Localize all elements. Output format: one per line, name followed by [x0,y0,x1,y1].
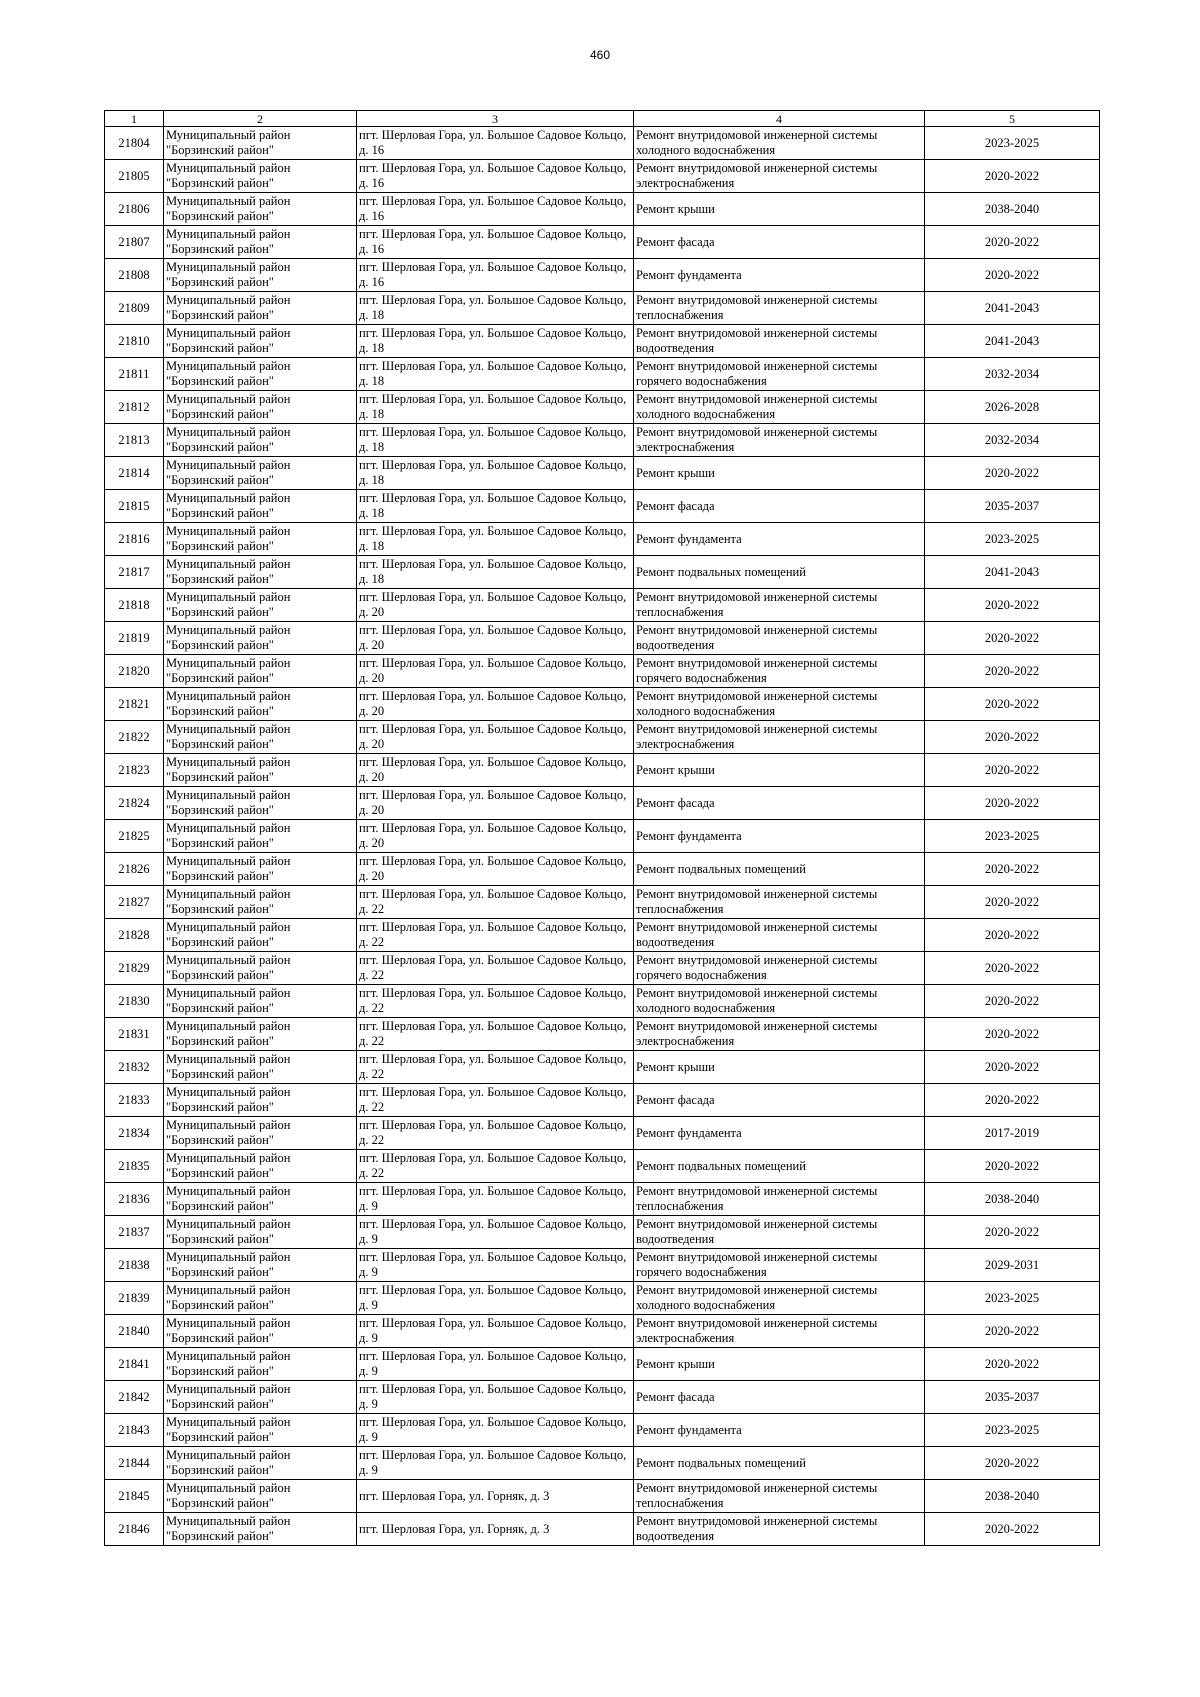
district-cell: Муниципальный район "Борзинский район" [164,1315,357,1348]
period-cell: 2041-2043 [925,556,1100,589]
row-number-cell: 21843 [105,1414,164,1447]
table-row [105,886,1100,919]
work-type-cell: Ремонт крыши [634,1348,925,1381]
district-cell: Муниципальный район "Борзинский район" [164,952,357,985]
row-number-cell: 21829 [105,952,164,985]
work-type-cell: Ремонт фасада [634,1381,925,1414]
address-cell: пгт. Шерловая Гора, ул. Большое Садовое Кольцо, д. 22 [357,1117,634,1150]
period-cell: 2026-2028 [925,391,1100,424]
work-type-cell: Ремонт подвальных помещений [634,853,925,886]
row-number-cell: 21846 [105,1513,164,1546]
period-cell: 2023-2025 [925,1282,1100,1315]
address-cell: пгт. Шерловая Гора, ул. Большое Садовое Кольцо, д. 20 [357,589,634,622]
row-number-cell: 21818 [105,589,164,622]
row-number-cell: 21808 [105,259,164,292]
district-cell: Муниципальный район "Борзинский район" [164,292,357,325]
work-type-cell: Ремонт фасада [634,787,925,820]
district-cell: Муниципальный район "Борзинский район" [164,754,357,787]
page-number: 460 [589,48,611,62]
table-row [105,919,1100,952]
table-row [105,457,1100,490]
district-cell: Муниципальный район "Борзинский район" [164,622,357,655]
period-cell: 2035-2037 [925,490,1100,523]
district-cell: Муниципальный район "Борзинский район" [164,985,357,1018]
district-cell: Муниципальный район "Борзинский район" [164,226,357,259]
district-cell: Муниципальный район "Борзинский район" [164,1051,357,1084]
period-cell: 2032-2034 [925,424,1100,457]
row-number-cell: 21805 [105,160,164,193]
work-type-cell: Ремонт внутридомовой инженерной системы электроснабжения [634,424,925,457]
work-type-cell: Ремонт крыши [634,1051,925,1084]
period-cell: 2020-2022 [925,1084,1100,1117]
row-number-cell: 21821 [105,688,164,721]
address-cell: пгт. Шерловая Гора, ул. Большое Садовое Кольцо, д. 18 [357,424,634,457]
table-row [105,853,1100,886]
period-cell: 2023-2025 [925,820,1100,853]
row-number-cell: 21841 [105,1348,164,1381]
address-cell: пгт. Шерловая Гора, ул. Большое Садовое Кольцо, д. 20 [357,820,634,853]
address-cell: пгт. Шерловая Гора, ул. Большое Садовое Кольцо, д. 16 [357,127,634,160]
work-type-cell: Ремонт фундамента [634,820,925,853]
work-type-cell: Ремонт крыши [634,754,925,787]
address-cell: пгт. Шерловая Гора, ул. Большое Садовое Кольцо, д. 22 [357,886,634,919]
period-cell: 2017-2019 [925,1117,1100,1150]
row-number-cell: 21834 [105,1117,164,1150]
table-row [105,655,1100,688]
address-cell: пгт. Шерловая Гора, ул. Большое Садовое Кольцо, д. 9 [357,1315,634,1348]
address-cell: пгт. Шерловая Гора, ул. Большое Садовое Кольцо, д. 20 [357,754,634,787]
period-cell: 2038-2040 [925,193,1100,226]
work-type-cell: Ремонт фасада [634,1084,925,1117]
table-row [105,688,1100,721]
row-number-cell: 21824 [105,787,164,820]
row-number-cell: 21826 [105,853,164,886]
address-cell: пгт. Шерловая Гора, ул. Большое Садовое Кольцо, д. 18 [357,358,634,391]
row-number-cell: 21806 [105,193,164,226]
period-cell: 2020-2022 [925,589,1100,622]
row-number-cell: 21820 [105,655,164,688]
period-cell: 2020-2022 [925,1216,1100,1249]
row-number-cell: 21822 [105,721,164,754]
period-cell: 2020-2022 [925,160,1100,193]
table-row [105,787,1100,820]
period-cell: 2020-2022 [925,1150,1100,1183]
address-cell: пгт. Шерловая Гора, ул. Большое Садовое Кольцо, д. 9 [357,1249,634,1282]
work-type-cell: Ремонт внутридомовой инженерной системы холодного водоснабжения [634,985,925,1018]
district-cell: Муниципальный район "Борзинский район" [164,655,357,688]
work-type-cell: Ремонт подвальных помещений [634,1447,925,1480]
address-cell: пгт. Шерловая Гора, ул. Большое Садовое Кольцо, д. 9 [357,1282,634,1315]
work-type-cell: Ремонт внутридомовой инженерной системы водоотведения [634,1513,925,1546]
district-cell: Муниципальный район "Борзинский район" [164,1117,357,1150]
period-cell: 2020-2022 [925,226,1100,259]
district-cell: Муниципальный район "Борзинский район" [164,556,357,589]
work-type-cell: Ремонт внутридомовой инженерной системы водоотведения [634,1216,925,1249]
period-cell: 2029-2031 [925,1249,1100,1282]
district-cell: Муниципальный район "Борзинский район" [164,688,357,721]
table-row [105,754,1100,787]
table-row [105,226,1100,259]
work-type-cell: Ремонт подвальных помещений [634,1150,925,1183]
row-number-cell: 21833 [105,1084,164,1117]
row-number-cell: 21831 [105,1018,164,1051]
table-row [105,292,1100,325]
period-cell: 2038-2040 [925,1183,1100,1216]
period-cell: 2035-2037 [925,1381,1100,1414]
header-cell-2: 2 [164,111,357,127]
address-cell: пгт. Шерловая Гора, ул. Большое Садовое Кольцо, д. 20 [357,655,634,688]
period-cell: 2020-2022 [925,1348,1100,1381]
table-row [105,1084,1100,1117]
address-cell: пгт. Шерловая Гора, ул. Большое Садовое Кольцо, д. 9 [357,1183,634,1216]
address-cell: пгт. Шерловая Гора, ул. Большое Садовое Кольцо, д. 20 [357,622,634,655]
work-type-cell: Ремонт фасада [634,226,925,259]
district-cell: Муниципальный район "Борзинский район" [164,1216,357,1249]
row-number-cell: 21840 [105,1315,164,1348]
address-cell: пгт. Шерловая Гора, ул. Большое Садовое Кольцо, д. 20 [357,787,634,820]
work-type-cell: Ремонт внутридомовой инженерной системы горячего водоснабжения [634,1249,925,1282]
district-cell: Муниципальный район "Борзинский район" [164,490,357,523]
address-cell: пгт. Шерловая Гора, ул. Большое Садовое Кольцо, д. 18 [357,292,634,325]
work-type-cell: Ремонт фасада [634,490,925,523]
address-cell: пгт. Шерловая Гора, ул. Горняк, д. 3 [357,1513,634,1546]
work-type-cell: Ремонт внутридомовой инженерной системы горячего водоснабжения [634,358,925,391]
row-number-cell: 21838 [105,1249,164,1282]
work-type-cell: Ремонт внутридомовой инженерной системы теплоснабжения [634,1183,925,1216]
row-number-cell: 21804 [105,127,164,160]
header-cell-1: 1 [105,111,164,127]
address-cell: пгт. Шерловая Гора, ул. Большое Садовое Кольцо, д. 9 [357,1447,634,1480]
work-type-cell: Ремонт внутридомовой инженерной системы водоотведения [634,919,925,952]
row-number-cell: 21837 [105,1216,164,1249]
work-type-cell: Ремонт внутридомовой инженерной системы теплоснабжения [634,1480,925,1513]
district-cell: Муниципальный район "Борзинский район" [164,1282,357,1315]
work-type-cell: Ремонт крыши [634,457,925,490]
table-row [105,391,1100,424]
row-number-cell: 21810 [105,325,164,358]
district-cell: Муниципальный район "Борзинский район" [164,886,357,919]
address-cell: пгт. Шерловая Гора, ул. Большое Садовое Кольцо, д. 18 [357,523,634,556]
table-row [105,556,1100,589]
work-type-cell: Ремонт внутридомовой инженерной системы электроснабжения [634,160,925,193]
address-cell: пгт. Шерловая Гора, ул. Горняк, д. 3 [357,1480,634,1513]
district-cell: Муниципальный район "Борзинский район" [164,1018,357,1051]
row-number-cell: 21816 [105,523,164,556]
period-cell: 2020-2022 [925,622,1100,655]
address-cell: пгт. Шерловая Гора, ул. Большое Садовое Кольцо, д. 22 [357,1150,634,1183]
row-number-cell: 21827 [105,886,164,919]
work-type-cell: Ремонт крыши [634,193,925,226]
repair-schedule-table [104,110,1100,1546]
address-cell: пгт. Шерловая Гора, ул. Большое Садовое Кольцо, д. 16 [357,259,634,292]
district-cell: Муниципальный район "Борзинский район" [164,424,357,457]
period-cell: 2020-2022 [925,1018,1100,1051]
district-cell: Муниципальный район "Борзинский район" [164,820,357,853]
row-number-cell: 21825 [105,820,164,853]
table-row [105,490,1100,523]
row-number-cell: 21811 [105,358,164,391]
period-cell: 2020-2022 [925,721,1100,754]
work-type-cell: Ремонт фундамента [634,523,925,556]
district-cell: Муниципальный район "Борзинский район" [164,1249,357,1282]
district-cell: Муниципальный район "Борзинский район" [164,358,357,391]
row-number-cell: 21823 [105,754,164,787]
work-type-cell: Ремонт фундамента [634,259,925,292]
district-cell: Муниципальный район "Борзинский район" [164,1447,357,1480]
table-row [105,1315,1100,1348]
row-number-cell: 21839 [105,1282,164,1315]
table-row [105,424,1100,457]
period-cell: 2020-2022 [925,1051,1100,1084]
address-cell: пгт. Шерловая Гора, ул. Большое Садовое Кольцо, д. 22 [357,1051,634,1084]
address-cell: пгт. Шерловая Гора, ул. Большое Садовое Кольцо, д. 22 [357,1018,634,1051]
table-row [105,523,1100,556]
table-row [105,1216,1100,1249]
work-type-cell: Ремонт внутридомовой инженерной системы теплоснабжения [634,292,925,325]
address-cell: пгт. Шерловая Гора, ул. Большое Садовое Кольцо, д. 20 [357,853,634,886]
address-cell: пгт. Шерловая Гора, ул. Большое Садовое Кольцо, д. 22 [357,1084,634,1117]
row-number-cell: 21832 [105,1051,164,1084]
header-cell-5: 5 [925,111,1100,127]
table-row [105,1348,1100,1381]
row-number-cell: 21836 [105,1183,164,1216]
row-number-cell: 21819 [105,622,164,655]
address-cell: пгт. Шерловая Гора, ул. Большое Садовое Кольцо, д. 18 [357,325,634,358]
work-type-cell: Ремонт внутридомовой инженерной системы теплоснабжения [634,886,925,919]
table-row [105,1018,1100,1051]
work-type-cell: Ремонт внутридомовой инженерной системы электроснабжения [634,1018,925,1051]
work-type-cell: Ремонт внутридомовой инженерной системы холодного водоснабжения [634,1282,925,1315]
district-cell: Муниципальный район "Борзинский район" [164,853,357,886]
address-cell: пгт. Шерловая Гора, ул. Большое Садовое Кольцо, д. 18 [357,490,634,523]
district-cell: Муниципальный район "Борзинский район" [164,1381,357,1414]
row-number-cell: 21812 [105,391,164,424]
address-cell: пгт. Шерловая Гора, ул. Большое Садовое Кольцо, д. 9 [357,1381,634,1414]
table-row [105,1183,1100,1216]
district-cell: Муниципальный район "Борзинский район" [164,391,357,424]
district-cell: Муниципальный район "Борзинский район" [164,457,357,490]
period-cell: 2020-2022 [925,985,1100,1018]
header-row [105,111,1100,127]
district-cell: Муниципальный район "Борзинский район" [164,259,357,292]
table-row [105,1381,1100,1414]
row-number-cell: 21807 [105,226,164,259]
district-cell: Муниципальный район "Борзинский район" [164,325,357,358]
work-type-cell: Ремонт внутридомовой инженерной системы горячего водоснабжения [634,952,925,985]
table-row [105,622,1100,655]
period-cell: 2041-2043 [925,325,1100,358]
work-type-cell: Ремонт внутридомовой инженерной системы холодного водоснабжения [634,127,925,160]
table-row [105,820,1100,853]
period-cell: 2023-2025 [925,127,1100,160]
district-cell: Муниципальный район "Борзинский район" [164,919,357,952]
district-cell: Муниципальный район "Борзинский район" [164,1414,357,1447]
period-cell: 2023-2025 [925,523,1100,556]
district-cell: Муниципальный район "Борзинский район" [164,1480,357,1513]
row-number-cell: 21814 [105,457,164,490]
table-row [105,160,1100,193]
district-cell: Муниципальный район "Борзинский район" [164,523,357,556]
district-cell: Муниципальный район "Борзинский район" [164,721,357,754]
address-cell: пгт. Шерловая Гора, ул. Большое Садовое Кольцо, д. 18 [357,457,634,490]
work-type-cell: Ремонт внутридомовой инженерной системы холодного водоснабжения [634,391,925,424]
header-cell-4: 4 [634,111,925,127]
table-row [105,1051,1100,1084]
period-cell: 2020-2022 [925,919,1100,952]
period-cell: 2020-2022 [925,853,1100,886]
work-type-cell: Ремонт внутридомовой инженерной системы электроснабжения [634,721,925,754]
table-row [105,1150,1100,1183]
table-row [105,1513,1100,1546]
period-cell: 2020-2022 [925,886,1100,919]
table-row [105,127,1100,160]
period-cell: 2020-2022 [925,754,1100,787]
table-row [105,952,1100,985]
address-cell: пгт. Шерловая Гора, ул. Большое Садовое Кольцо, д. 16 [357,160,634,193]
table-row [105,1249,1100,1282]
address-cell: пгт. Шерловая Гора, ул. Большое Садовое Кольцо, д. 16 [357,193,634,226]
address-cell: пгт. Шерловая Гора, ул. Большое Садовое Кольцо, д. 22 [357,919,634,952]
table-row [105,1117,1100,1150]
district-cell: Муниципальный район "Борзинский район" [164,1183,357,1216]
address-cell: пгт. Шерловая Гора, ул. Большое Садовое Кольцо, д. 22 [357,952,634,985]
district-cell: Муниципальный район "Борзинский район" [164,1513,357,1546]
work-type-cell: Ремонт фундамента [634,1414,925,1447]
period-cell: 2038-2040 [925,1480,1100,1513]
row-number-cell: 21845 [105,1480,164,1513]
period-cell: 2020-2022 [925,952,1100,985]
address-cell: пгт. Шерловая Гора, ул. Большое Садовое Кольцо, д. 9 [357,1414,634,1447]
district-cell: Муниципальный район "Борзинский район" [164,127,357,160]
period-cell: 2020-2022 [925,1447,1100,1480]
district-cell: Муниципальный район "Борзинский район" [164,193,357,226]
address-cell: пгт. Шерловая Гора, ул. Большое Садовое Кольцо, д. 20 [357,688,634,721]
row-number-cell: 21830 [105,985,164,1018]
address-cell: пгт. Шерловая Гора, ул. Большое Садовое Кольцо, д. 16 [357,226,634,259]
address-cell: пгт. Шерловая Гора, ул. Большое Садовое Кольцо, д. 9 [357,1348,634,1381]
work-type-cell: Ремонт внутридомовой инженерной системы водоотведения [634,622,925,655]
period-cell: 2020-2022 [925,787,1100,820]
address-cell: пгт. Шерловая Гора, ул. Большое Садовое Кольцо, д. 20 [357,721,634,754]
work-type-cell: Ремонт фундамента [634,1117,925,1150]
district-cell: Муниципальный район "Борзинский район" [164,589,357,622]
work-type-cell: Ремонт подвальных помещений [634,556,925,589]
district-cell: Муниципальный район "Борзинский район" [164,1348,357,1381]
table-row [105,358,1100,391]
row-number-cell: 21815 [105,490,164,523]
period-cell: 2032-2034 [925,358,1100,391]
row-number-cell: 21835 [105,1150,164,1183]
period-cell: 2020-2022 [925,259,1100,292]
table-row [105,325,1100,358]
table-row [105,1282,1100,1315]
row-number-cell: 21844 [105,1447,164,1480]
work-type-cell: Ремонт внутридомовой инженерной системы теплоснабжения [634,589,925,622]
period-cell: 2020-2022 [925,1513,1100,1546]
table-row [105,1480,1100,1513]
district-cell: Муниципальный район "Борзинский район" [164,1150,357,1183]
district-cell: Муниципальный район "Борзинский район" [164,1084,357,1117]
header-cell-3: 3 [357,111,634,127]
table-row [105,259,1100,292]
row-number-cell: 21842 [105,1381,164,1414]
work-type-cell: Ремонт внутридомовой инженерной системы водоотведения [634,325,925,358]
district-cell: Муниципальный район "Борзинский район" [164,787,357,820]
table-row [105,1447,1100,1480]
address-cell: пгт. Шерловая Гора, ул. Большое Садовое Кольцо, д. 18 [357,556,634,589]
table-row [105,589,1100,622]
period-cell: 2041-2043 [925,292,1100,325]
row-number-cell: 21813 [105,424,164,457]
row-number-cell: 21828 [105,919,164,952]
work-type-cell: Ремонт внутридомовой инженерной системы горячего водоснабжения [634,655,925,688]
table-row [105,985,1100,1018]
table-row [105,1414,1100,1447]
period-cell: 2020-2022 [925,457,1100,490]
table-row [105,193,1100,226]
period-cell: 2023-2025 [925,1414,1100,1447]
address-cell: пгт. Шерловая Гора, ул. Большое Садовое Кольцо, д. 22 [357,985,634,1018]
period-cell: 2020-2022 [925,1315,1100,1348]
district-cell: Муниципальный район "Борзинский район" [164,160,357,193]
row-number-cell: 21809 [105,292,164,325]
table-row [105,721,1100,754]
period-cell: 2020-2022 [925,655,1100,688]
period-cell: 2020-2022 [925,688,1100,721]
work-type-cell: Ремонт внутридомовой инженерной системы электроснабжения [634,1315,925,1348]
address-cell: пгт. Шерловая Гора, ул. Большое Садовое Кольцо, д. 9 [357,1216,634,1249]
row-number-cell: 21817 [105,556,164,589]
address-cell: пгт. Шерловая Гора, ул. Большое Садовое Кольцо, д. 18 [357,391,634,424]
work-type-cell: Ремонт внутридомовой инженерной системы холодного водоснабжения [634,688,925,721]
